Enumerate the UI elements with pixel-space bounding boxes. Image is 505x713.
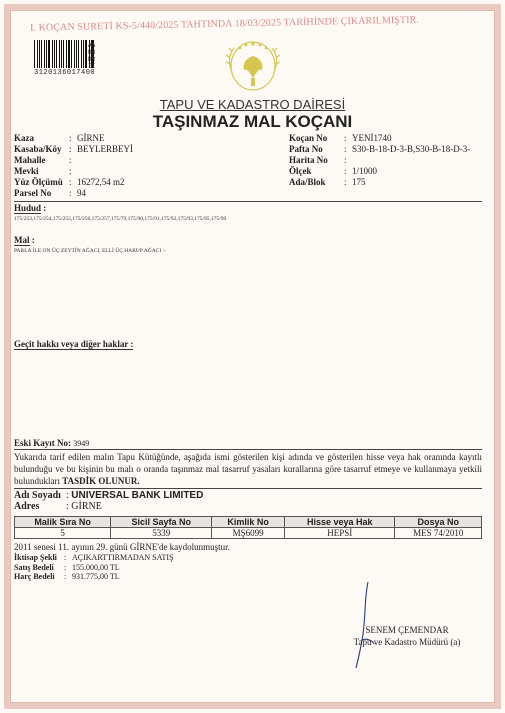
barcode-bar [44,40,45,68]
field-label: Yüz Ölçümü [14,177,63,187]
field-parsel-no: Parsel No : 94 [14,188,264,199]
barcode-bar [85,40,87,68]
field-satis-bedeli: Satış Bedeli : 155.000,00 TL [14,562,120,572]
signer-title: Tapu ve Kadastro Müdürü (a) [353,637,461,647]
field-value: 16272,54 m2 [77,177,125,187]
hudud-value: 175/253,175/254,175/255,175/256,175/257,175/79,175/90,175/91,175/92,175/93,175/95,175/99 [14,216,227,222]
mal-value: PARLA İLE ON ÜÇ ZEYTİN AĞACI, ELLİ ÜÇ HARUP AĞACI :- [14,248,166,254]
barcode-bar [34,40,35,68]
field-label: Parsel No [14,188,52,198]
side-code: BB [88,49,96,56]
hudud-label: Hudud : [14,203,47,213]
field-label: Mevki [14,166,39,176]
barcode-bar [66,40,67,68]
barcode-bar [63,40,64,68]
divider [14,201,482,202]
field-pafta-no: Pafta No : S30-B-18-D-3-B,S30-B-18-D-3- [289,144,489,155]
field-value: 931.775,00 TL [72,572,120,581]
divider [14,449,482,450]
side-code: AA [88,42,96,49]
field-kocan-no: Koçan No : YENİ1740 [289,133,489,144]
office-name: TAPU VE KADASTRO DAİRESİ [159,97,346,112]
document-title: TAŞINMAZ MAL KOÇANI [152,112,353,131]
column-header: Dosya No [395,517,482,528]
signer-name: SENEM ÇEMENDAR [365,625,449,635]
field-label: Ölçek [289,166,312,176]
right-fields [289,133,489,188]
mal-label: Mal : [14,235,35,245]
barcode-bar [61,40,62,68]
owner-address-row: Adres : GİRNE [14,501,102,512]
barcode-bar [74,40,75,68]
field-kaza: Kaza : GİRNE [14,133,264,144]
barcode-bar [59,40,60,68]
barcode-number: 3120136017400 [34,69,96,77]
column-header: Sicil Sayfa No [111,517,212,528]
field-label: Kasaba/Köy [14,144,62,154]
field-label: Satış Bedeli [14,562,54,572]
owner-address-label: Adres [14,501,40,512]
field-label: Ada/Blok [289,177,326,187]
field-mahalle: Mahalle : [14,155,264,166]
gecit-label: Geçit hakkı veya diğer haklar : [14,339,134,349]
field-harita-no: Harita No : [289,155,489,166]
side-code: RR [88,56,96,63]
table-cell: MES 74/2010 [395,528,482,539]
registration-note: 2011 senesi 11. ayının 29. günü GİRNE'de kaydolunmuştur. [14,542,230,552]
field-label: Pafta No [289,144,323,154]
table-cell: HEPSİ [285,528,395,539]
barcode-bar [48,40,50,68]
paragraph-end: TASDİK OLUNUR. [62,476,140,486]
field-value: AÇIKARTTIRMADAN SATIŞ [72,553,174,562]
copy-stamp: I. KOÇAN SURETİ KS-5/440/2025 TAHTINDA 18/03/2025 TARİHİNDE ÇIKARILMIŞTIR. [29,14,420,34]
owner-name-value: UNIVERSAL BANK LIMITED [71,490,204,501]
column-header: Hisse veya Hak [285,517,395,528]
field-label: Koçan No [289,133,328,143]
barcode-bar [71,40,72,68]
table-row [15,528,482,539]
field-kasaba: Kasaba/Köy : BEYLERBEYİ [14,144,264,155]
left-fields [14,133,264,199]
column-header: Kimlik No [212,517,285,528]
field-value: GİRNE [77,133,105,143]
barcode-bar [68,40,70,68]
barcode-bar [78,40,79,68]
register-table [14,516,482,539]
field-mevki: Mevki : [14,166,264,177]
barcode-bars [34,40,96,68]
signature-block [342,624,472,648]
field-value [77,155,264,166]
table-cell: MŞ6099 [212,528,285,539]
owner-address-value: GİRNE [71,501,102,512]
field-value: S30-B-18-D-3-B,S30-B-18-D-3- [352,144,471,154]
eski-kayit-value: 3949 [73,439,90,448]
field-olcek: Ölçek : 1/1000 [289,166,489,177]
barcode-bar [52,40,53,68]
field-value: 155.000,00 TL [72,562,120,572]
eski-kayit-label: Eski Kayıt No: [14,438,72,448]
barcode-bar [41,40,42,68]
field-value: YENİ1740 [352,133,392,143]
field-value: 1/1000 [352,166,378,176]
barcode-bar [56,40,57,68]
eski-kayit [14,438,89,448]
field-ada-blok: Ada/Blok : 175 [289,177,489,188]
barcode-bar [83,40,84,68]
field-label: Harç Bedeli [14,572,55,581]
field-value: 94 [77,188,86,198]
column-header: Malik Sıra No [15,517,111,528]
sale-fields [14,553,174,582]
owner-name-label: Adı Soyadı [14,490,61,501]
field-iktisap-sekli: İktisap Şekli : AÇIKARTTIRMADAN SATIŞ [14,553,174,562]
table-cell: 5339 [111,528,212,539]
barcode [34,40,96,78]
barcode-side-codes [88,42,95,70]
field-harc-bedeli: Harç Bedeli : 931.775,00 TL [14,572,120,581]
register-header-row [15,517,482,528]
owner-block [14,490,482,512]
field-label: Kaza [14,133,34,143]
side-code: II [88,63,96,70]
barcode-bar [39,40,40,68]
field-label: Harita No [289,155,328,165]
certification-paragraph [14,451,482,487]
owner-name-row: Adı Soyadı : UNIVERSAL BANK LIMITED [14,490,204,501]
barcode-bar [54,40,55,68]
paragraph-text: Yukarıda tarif edilen malın Tapu Kütüğünde, aşağıda ismi gösterilen kişi adında ve gösterilen hisse veya hak oranında kayıtlı bulunduğu ve bu kişinin bu malı o oranda taşınmaz mal tasarruf yasaları kurallarına göre tasarruf etmeye ve kullanmaya yetkili bulundukları [14,452,482,486]
field-label: Mahalle [14,155,46,165]
field-yuz-olcumu: Yüz Ölçümü : 16272,54 m2 [14,177,264,188]
barcode-bar [81,40,82,68]
table-cell: 5 [15,528,111,539]
field-value: 175 [352,177,366,187]
field-value: BEYLERBEYİ [77,144,133,154]
divider [14,488,482,489]
barcode-bar [76,40,77,68]
field-value [77,166,264,177]
field-label: İktisap Şekli [14,553,57,562]
field-value [352,155,489,166]
barcode-bar [46,40,47,68]
state-emblem-seal [218,38,288,94]
barcode-bar [37,40,38,68]
